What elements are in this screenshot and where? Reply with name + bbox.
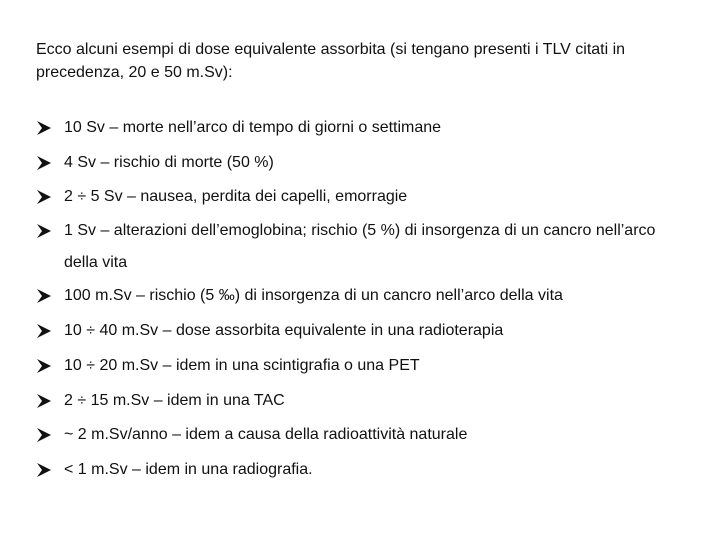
list-item-text: 10 ÷ 20 m.Sv – idem in una scintigrafia o una PET — [64, 357, 420, 374]
list-item — [36, 419, 696, 451]
arrowhead-bullet-icon — [36, 350, 64, 382]
list-item-text: 10 Sv – morte nell’arco di tempo di giorni o settimane — [64, 119, 442, 136]
list-item — [36, 280, 696, 312]
arrowhead-bullet-icon — [36, 280, 64, 312]
list-item — [36, 350, 696, 382]
arrowhead-bullet-icon — [36, 419, 64, 451]
arrowhead-bullet-icon — [36, 454, 64, 486]
list-item-text: 2 ÷ 15 m.Sv – idem in una TAC — [64, 392, 285, 409]
arrowhead-bullet-icon — [36, 181, 64, 213]
list-item-text: ~ 2 m.Sv/anno – idem a causa della radioattività naturale — [64, 426, 468, 443]
list-item — [36, 315, 696, 347]
list-item — [36, 385, 696, 417]
list-item-text: 4 Sv – rischio di morte (50 %) — [64, 154, 274, 171]
list-item — [36, 112, 696, 144]
list-item-text: 1 Sv – alterazioni dell’emoglobina; rischio (5 %) di insorgenza di un cancro nell’arco della vita — [64, 222, 656, 271]
arrowhead-bullet-icon — [36, 215, 64, 247]
list-item-text: < 1 m.Sv – idem in una radiografia. — [64, 461, 313, 478]
list-item — [36, 215, 696, 279]
list-item-text: 2 ÷ 5 Sv – nausea, perdita dei capelli, emorragie — [64, 188, 408, 205]
list-item — [36, 181, 696, 213]
list-item-text: 10 ÷ 40 m.Sv – dose assorbita equivalente in una radioterapia — [64, 322, 504, 339]
arrowhead-bullet-icon — [36, 147, 64, 179]
intro-paragraph: Ecco alcuni esempi di dose equivalente assorbita (si tengano presenti i TLV citati in precedenza, 20 e 50 m.Sv): — [36, 41, 626, 81]
list-item — [36, 454, 696, 486]
list-item — [36, 147, 696, 179]
arrowhead-bullet-icon — [36, 112, 64, 144]
list-item-text: 100 m.Sv – rischio (5 ‰) di insorgenza di un cancro nell’arco della vita — [64, 287, 563, 304]
arrowhead-bullet-icon — [36, 385, 64, 417]
arrowhead-bullet-icon — [36, 315, 64, 347]
